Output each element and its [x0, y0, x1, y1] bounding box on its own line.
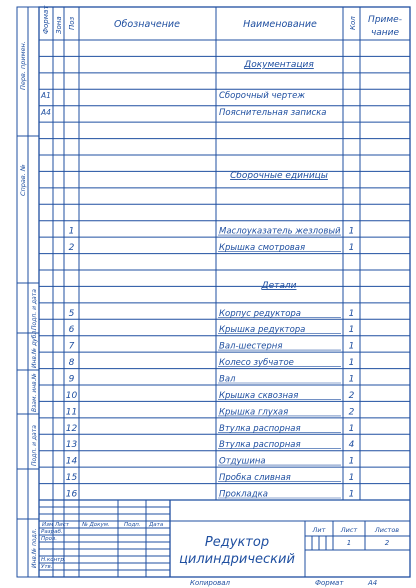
side-label-inv-replace: Взам. инв.№	[31, 373, 38, 412]
part-row-2-pos: 6	[68, 325, 75, 336]
part-row-11-pos: 15	[65, 473, 78, 484]
footer-format-label: Формат	[315, 579, 344, 587]
tb-col-sign: Подп.	[124, 522, 141, 528]
part-row-10-qty: 1	[348, 456, 355, 467]
tb-norm-control: Н.контр.	[41, 557, 66, 563]
part-row-5-qty: 1	[348, 374, 355, 385]
tb-approved: Утв.	[41, 564, 53, 570]
section-documentation: Документация	[244, 60, 314, 70]
tb-col-change: Изм	[42, 522, 54, 528]
footer-copied: Копировал	[190, 579, 230, 587]
part-row-12-name: Прокладка	[219, 489, 268, 500]
tb-sheets-label: Листов	[374, 526, 400, 534]
part-row-6-qty: 2	[348, 390, 355, 401]
header-qty: Кол	[349, 16, 357, 30]
tb-sheet-value: 1	[346, 539, 352, 547]
part-row-12-pos: 16	[65, 489, 78, 500]
part-row-5-pos: 9	[68, 374, 75, 385]
doc-row-1-format: A1	[41, 91, 51, 100]
tb-developed: Разраб.	[41, 529, 63, 535]
side-label-inv-dup: Инв.№ дубл.	[31, 328, 38, 368]
part-row-1-qty: 1	[348, 308, 355, 319]
part-row-7-qty: 2	[348, 407, 355, 418]
header-designation: Обозначение	[114, 19, 180, 30]
part-row-11-qty: 1	[348, 473, 355, 484]
assembly-row-2-qty: 1	[348, 243, 355, 254]
part-row-9-qty: 4	[348, 440, 355, 451]
part-row-4-pos: 8	[68, 358, 75, 369]
tb-title-line1: Редуктор	[204, 535, 270, 550]
part-row-10-name: Отдушина	[219, 456, 266, 467]
section-assemblies: Сборочные единицы	[230, 171, 328, 181]
part-row-4-name: Колесо зубчатое	[219, 358, 294, 369]
part-row-8-qty: 1	[348, 423, 355, 434]
tb-col-date: Дата	[149, 522, 164, 528]
side-label-inv-orig: Инв.№ подл.	[31, 528, 38, 568]
part-row-8-name: Втулка распорная	[219, 423, 301, 434]
side-label-sign-date-1: Подп. и дата	[31, 289, 38, 330]
part-row-11-name: Пробка сливная	[219, 473, 291, 484]
doc-row-1-name: Сборочный чертеж	[219, 91, 305, 101]
side-label-ref-no: Справ. №	[19, 164, 27, 196]
header-zone: Зона	[55, 16, 63, 34]
part-row-1-pos: 5	[68, 308, 75, 319]
tb-sheets-value: 2	[384, 539, 390, 547]
header-note-line2: чание	[370, 28, 400, 38]
tb-title-line2: цилиндрический	[179, 552, 295, 567]
part-row-6-pos: 10	[65, 390, 78, 401]
part-row-12-qty: 1	[348, 489, 355, 500]
part-row-5-name: Вал	[219, 374, 236, 385]
part-row-8-pos: 12	[65, 423, 78, 434]
assembly-row-1-qty: 1	[348, 226, 355, 237]
tb-sheet-label: Лист	[340, 526, 358, 534]
part-row-7-name: Крышка глухая	[219, 407, 289, 418]
assembly-row-2-name: Крышка смотровая	[219, 243, 306, 254]
footer-format-value: А4	[368, 579, 378, 587]
part-row-3-qty: 1	[348, 341, 355, 352]
header-name: Наименование	[243, 19, 317, 30]
header-pos: Поз	[68, 16, 76, 30]
part-row-4-qty: 1	[348, 358, 355, 369]
part-row-10-pos: 14	[65, 456, 78, 467]
assembly-row-1-pos: 1	[68, 226, 75, 237]
part-row-6-name: Крышка сквозная	[219, 390, 299, 401]
part-row-1-name: Корпус редуктора	[219, 308, 302, 319]
header-format: Формат	[42, 5, 50, 34]
section-parts: Детали	[261, 281, 297, 291]
tb-col-sheet: Лист	[55, 522, 69, 528]
part-row-2-qty: 1	[348, 325, 355, 336]
part-row-7-pos: 11	[65, 407, 78, 418]
part-row-3-pos: 7	[68, 341, 75, 352]
tb-lit-label: Лит	[312, 526, 326, 534]
part-row-9-name: Втулка распорная	[219, 440, 301, 451]
tb-checked: Пров.	[41, 536, 57, 542]
assembly-row-1-name: Маслоуказатель жезловый	[219, 226, 341, 237]
header-note-line1: Приме-	[368, 15, 402, 25]
side-label-sign-date-2: Подп. и дата	[31, 425, 38, 466]
tb-col-doc-no: № Докум.	[82, 522, 110, 528]
assembly-row-2-pos: 2	[68, 243, 75, 254]
part-row-9-pos: 13	[65, 440, 78, 451]
doc-row-2-name: Пояснительная записка	[219, 108, 327, 118]
side-label-first-use: Перв. примен.	[19, 41, 27, 90]
doc-row-2-format: A4	[41, 108, 51, 117]
part-row-2-name: Крышка редуктора	[219, 325, 306, 336]
part-row-3-name: Вал-шестерня	[219, 341, 283, 352]
